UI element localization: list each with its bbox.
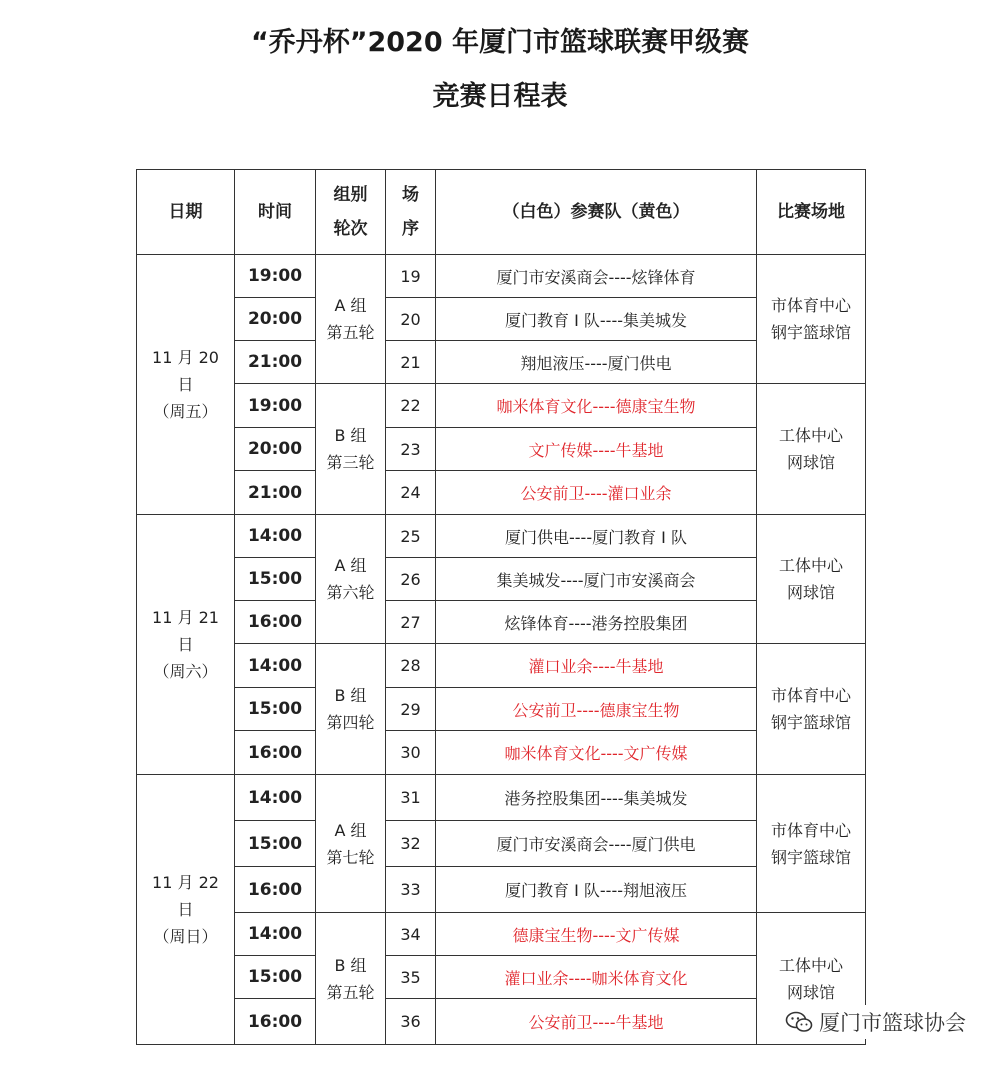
table-row [137,688,866,731]
seq-cell: 31 [386,775,436,821]
teams-cell: 港务控股集团----集美城发 [436,775,757,821]
table-row [137,341,866,384]
venue-line1: 市体育中心 [770,686,851,705]
seq-cell: 21 [386,341,436,384]
time-cell: 15:00 [235,956,316,999]
time-cell: 16:00 [235,731,316,775]
date-cell [137,775,235,1045]
seq-cell: 28 [386,644,436,688]
venue-cell [757,384,866,515]
teams-cell: 厦门教育 I 队----翔旭液压 [436,867,757,913]
teams-cell: 厦门市安溪商会----厦门供电 [436,821,757,867]
group-cell [316,255,386,384]
venue-cell [757,775,866,913]
header-group-line1: 组别 [333,185,368,205]
time-cell: 19:00 [235,255,316,298]
wechat-icon [785,1011,813,1033]
venue-cell [757,515,866,644]
watermark-text: 厦门市篮球协会 [819,1011,966,1035]
group-cell [316,384,386,515]
header-date: 日期 [137,170,235,255]
time-cell: 21:00 [235,471,316,515]
header-time: 时间 [235,170,316,255]
teams-cell: 文广传媒----牛基地 [436,428,757,471]
time-cell: 14:00 [235,775,316,821]
seq-cell: 30 [386,731,436,775]
venue-line2: 钢宇篮球馆 [770,847,851,867]
table-row [137,999,866,1045]
group-line1: B 组 [334,686,367,705]
venue-line1: 工体中心 [778,556,843,575]
date-line3: （周五） [153,402,218,421]
venue-line1: 市体育中心 [770,820,851,840]
table-row [137,558,866,601]
header-seq-line1: 场 [402,185,419,205]
teams-cell: 灌口业余----牛基地 [436,644,757,688]
seq-cell: 34 [386,913,436,956]
group-cell [316,913,386,1045]
teams-cell: 德康宝生物----文广传媒 [436,913,757,956]
time-cell: 16:00 [235,867,316,913]
venue-line2: 网球馆 [786,453,835,472]
date-line1: 11 月 20 [152,348,219,367]
header-group [316,170,386,255]
table-row [137,384,866,428]
seq-cell: 35 [386,956,436,999]
time-cell: 20:00 [235,298,316,341]
seq-cell: 26 [386,558,436,601]
date-line2: 日 [177,635,194,654]
table-row [137,956,866,999]
time-cell: 16:00 [235,601,316,644]
time-cell: 14:00 [235,913,316,956]
teams-cell: 咖米体育文化----文广传媒 [436,731,757,775]
teams-cell: 厦门教育 I 队----集美城发 [436,298,757,341]
teams-cell: 厦门供电----厦门教育 I 队 [436,515,757,558]
time-cell: 21:00 [235,341,316,384]
group-line1: A 组 [334,556,367,575]
teams-cell: 咖米体育文化----德康宝生物 [436,384,757,428]
watermark [781,1005,970,1039]
header-seq [386,170,436,255]
table-row [137,731,866,775]
table-row [137,428,866,471]
teams-cell: 公安前卫----灌口业余 [436,471,757,515]
venue-line1: 工体中心 [778,955,843,975]
document-subtitle: 竞赛日程表 [432,81,568,112]
venue-cell [757,644,866,775]
date-line3: （周六） [153,662,218,681]
teams-cell: 公安前卫----牛基地 [436,999,757,1045]
header-venue: 比赛场地 [757,170,866,255]
venue-line1: 市体育中心 [770,296,851,315]
time-cell: 15:00 [235,821,316,867]
group-line1: A 组 [334,820,367,840]
time-cell: 15:00 [235,558,316,601]
group-line1: B 组 [334,426,367,445]
venue-line2: 钢宇篮球馆 [770,713,851,732]
table-row [137,601,866,644]
teams-cell: 翔旭液压----厦门供电 [436,341,757,384]
header-row [137,170,866,255]
date-line3: （周日） [153,927,218,946]
seq-cell: 24 [386,471,436,515]
group-line2: 第三轮 [326,453,375,472]
date-line1: 11 月 22 [152,873,219,892]
venue-line1: 工体中心 [778,426,843,445]
date-line1: 11 月 21 [152,608,219,627]
group-line2: 第五轮 [326,323,375,342]
group-cell [316,644,386,775]
seq-cell: 27 [386,601,436,644]
group-line2: 第四轮 [326,713,375,732]
seq-cell: 36 [386,999,436,1045]
teams-cell: 公安前卫----德康宝生物 [436,688,757,731]
date-line2: 日 [177,375,194,394]
teams-cell: 厦门市安溪商会----炫锋体育 [436,255,757,298]
seq-cell: 23 [386,428,436,471]
seq-cell: 22 [386,384,436,428]
table-row [137,775,866,821]
table-row [137,255,866,298]
document-title: “乔丹杯”2020 年厦门市篮球联赛甲级赛 [250,27,750,58]
venue-line2: 网球馆 [786,583,835,602]
group-line1: B 组 [334,955,367,975]
teams-cell: 集美城发----厦门市安溪商会 [436,558,757,601]
time-cell: 19:00 [235,384,316,428]
header-group-line2: 轮次 [333,219,368,239]
table-row [137,515,866,558]
group-line2: 第七轮 [326,847,375,867]
header-seq-line2: 序 [402,219,419,239]
date-cell [137,255,235,515]
group-line1: A 组 [334,296,367,315]
group-line2: 第六轮 [326,583,375,602]
table-row [137,913,866,956]
teams-cell: 炫锋体育----港务控股集团 [436,601,757,644]
group-cell [316,515,386,644]
seq-cell: 33 [386,867,436,913]
time-cell: 20:00 [235,428,316,471]
date-line2: 日 [177,900,194,919]
time-cell: 14:00 [235,515,316,558]
time-cell: 14:00 [235,644,316,688]
seq-cell: 29 [386,688,436,731]
schedule-table [136,169,866,1045]
venue-line2: 钢宇篮球馆 [770,323,851,342]
header-teams: （白色）参赛队（黄色） [436,170,757,255]
table-row [137,298,866,341]
group-cell [316,775,386,913]
teams-cell: 灌口业余----咖米体育文化 [436,956,757,999]
seq-cell: 25 [386,515,436,558]
table-row [137,867,866,913]
time-cell: 15:00 [235,688,316,731]
seq-cell: 20 [386,298,436,341]
seq-cell: 32 [386,821,436,867]
date-cell [137,515,235,775]
time-cell: 16:00 [235,999,316,1045]
group-line2: 第五轮 [326,982,375,1002]
venue-line2: 网球馆 [786,982,835,1002]
table-row [137,821,866,867]
venue-cell [757,255,866,384]
table-row [137,471,866,515]
table-row [137,644,866,688]
seq-cell: 19 [386,255,436,298]
